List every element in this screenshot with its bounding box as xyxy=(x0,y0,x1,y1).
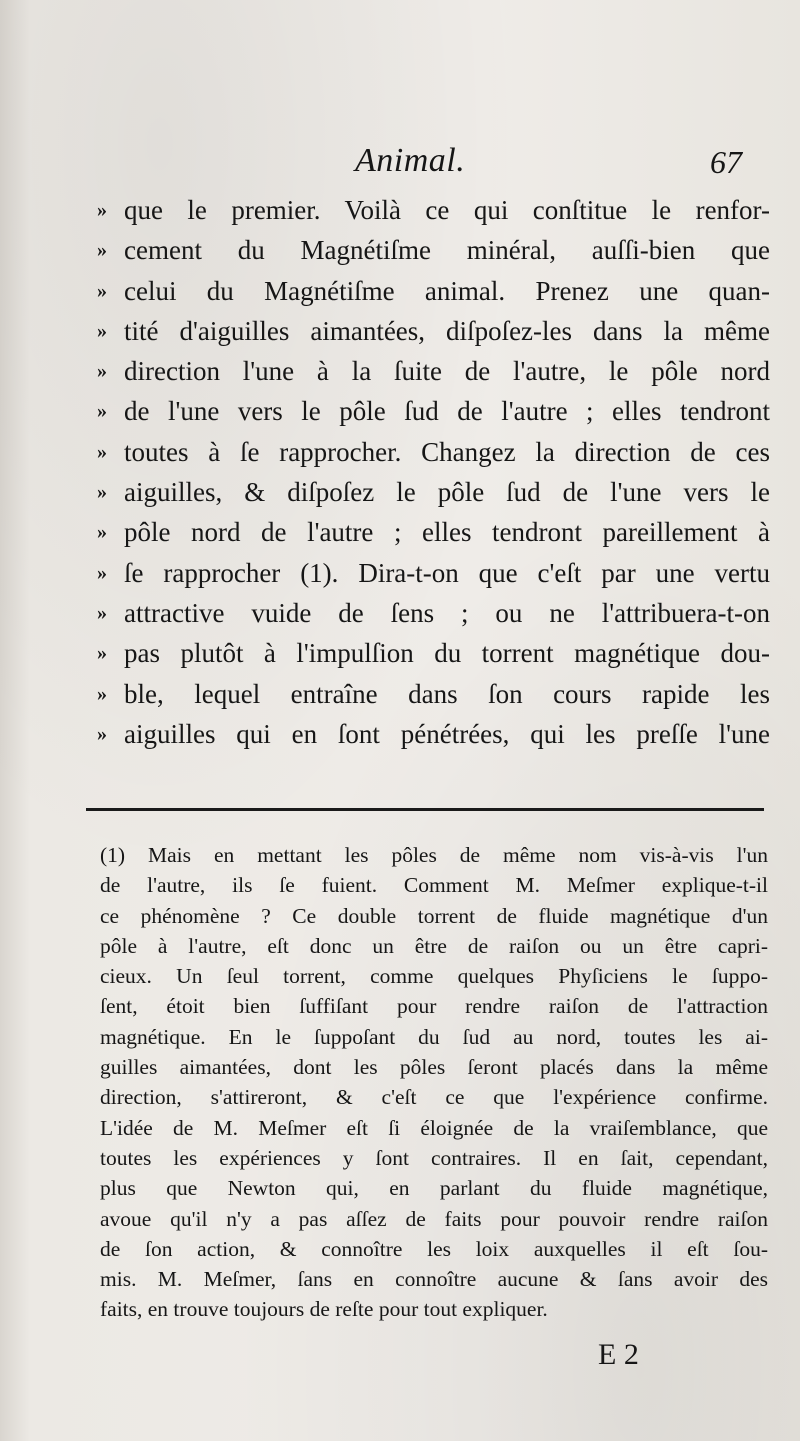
footnote-line: faits, en trouve toujours de reſte pour tout expliquer. xyxy=(100,1297,548,1322)
quote-marker: » xyxy=(97,642,107,665)
footnote-line: L'idée de M. Meſmer eſt ſi éloignée de la vraiſemblance, que xyxy=(100,1115,768,1140)
text-line xyxy=(80,472,770,512)
quote-marker: » xyxy=(97,682,107,705)
quote-marker: » xyxy=(97,400,107,423)
footnote-line: cieux. Un ſeul torrent, comme quelques Phyſiciens le ſuppo- xyxy=(100,964,768,989)
text-line xyxy=(80,512,770,552)
quote-marker: » xyxy=(97,722,107,745)
line-text: direction l'une à la ſuite de l'autre, le pôle nord xyxy=(124,356,770,387)
quote-marker: » xyxy=(97,239,107,262)
text-line xyxy=(80,271,770,311)
text-line xyxy=(80,633,770,673)
line-text: aiguilles qui en ſont pénétrées, qui les preſſe l'une xyxy=(124,718,770,749)
line-text: attractive vuide de ſens ; ou ne l'attribuera-t-on xyxy=(124,597,770,628)
text-line xyxy=(80,714,770,754)
footnote-line: magnétique. En le ſuppoſant du ſud au nord, toutes les ai- xyxy=(100,1024,768,1049)
text-line xyxy=(80,311,770,351)
footnote-line: de l'autre, ils ſe fuient. Comment M. Meſmer explique-t-il xyxy=(100,873,768,898)
line-text: cement du Magnétiſme minéral, auſſi-bien que xyxy=(124,235,770,266)
text-line xyxy=(80,553,770,593)
text-line xyxy=(80,230,770,270)
main-text xyxy=(80,190,770,754)
line-text: pas plutôt à l'impulſion du torrent magnétique dou- xyxy=(124,638,770,669)
line-text: que le premier. Voilà ce qui conſtitue le renfor- xyxy=(124,195,770,225)
signature-mark: E 2 xyxy=(598,1338,639,1371)
footnote-line: mis. M. Meſmer, ſans en connoître aucune & ſans avoir des xyxy=(100,1267,768,1292)
footnote-line: ce phénomène ? Ce double torrent de fluide magnétique d'un xyxy=(100,903,768,928)
quote-marker: » xyxy=(97,561,107,584)
quote-marker: » xyxy=(97,521,107,544)
quote-marker: » xyxy=(97,481,107,504)
footnote-line: avoue qu'il n'y a pas aſſez de faits pour pouvoir rendre raiſon xyxy=(100,1206,768,1231)
quote-marker: » xyxy=(97,601,107,624)
footnote-rule xyxy=(86,808,764,811)
footnote-line: guilles aimantées, dont les pôles ſeront placés dans la même xyxy=(100,1055,768,1080)
line-text: pôle nord de l'autre ; elles tendront pareillement à xyxy=(124,517,770,548)
footnote-line: plus que Newton qui, en parlant du fluide magnétique, xyxy=(100,1176,768,1201)
footnote-line: de ſon action, & connoître les loix auxquelles il eſt ſou- xyxy=(100,1236,768,1261)
text-line xyxy=(80,190,770,230)
quote-marker: » xyxy=(97,440,107,463)
text-line xyxy=(80,674,770,714)
footnote-line: direction, s'attireront, & c'eſt ce que l'expérience confirme. xyxy=(100,1085,768,1110)
quote-marker: » xyxy=(97,319,107,342)
footnote-line: ſent, étoit bien ſuffiſant pour rendre raiſon de l'attraction xyxy=(100,994,768,1019)
running-title: Animal. xyxy=(355,142,466,179)
footnote-line: pôle à l'autre, eſt donc un être de raiſon ou un être capri- xyxy=(100,933,768,958)
line-text: de l'une vers le pôle ſud de l'autre ; elles tendront xyxy=(124,396,770,427)
line-text: celui du Magnétiſme animal. Prenez une quan- xyxy=(124,275,770,306)
footnote-line: toutes les expériences y ſont contraires. Il en ſait, cependant, xyxy=(100,1145,768,1170)
text-line xyxy=(80,351,770,391)
text-line xyxy=(80,593,770,633)
line-text: ſe rapprocher (1). Dira-t-on que c'eſt par une vertu xyxy=(124,557,770,588)
line-text: aiguilles, & diſpoſez le pôle ſud de l'une vers le xyxy=(124,477,770,508)
footnote xyxy=(100,840,768,1325)
quote-marker: » xyxy=(97,199,107,221)
quote-marker: » xyxy=(97,279,107,302)
text-line xyxy=(80,432,770,472)
quote-marker: » xyxy=(97,360,107,383)
line-text: tité d'aiguilles aimantées, diſpoſez-les dans la même xyxy=(124,315,770,346)
line-text: toutes à ſe rapprocher. Changez la direction de ces xyxy=(124,436,770,467)
footnote-line: (1) Mais en mettant les pôles de même nom vis-à-vis l'un xyxy=(100,843,768,867)
page-number: 67 xyxy=(710,144,742,180)
line-text: ble, lequel entraîne dans ſon cours rapide les xyxy=(124,678,770,709)
page-header xyxy=(0,142,800,186)
text-line xyxy=(80,391,770,431)
